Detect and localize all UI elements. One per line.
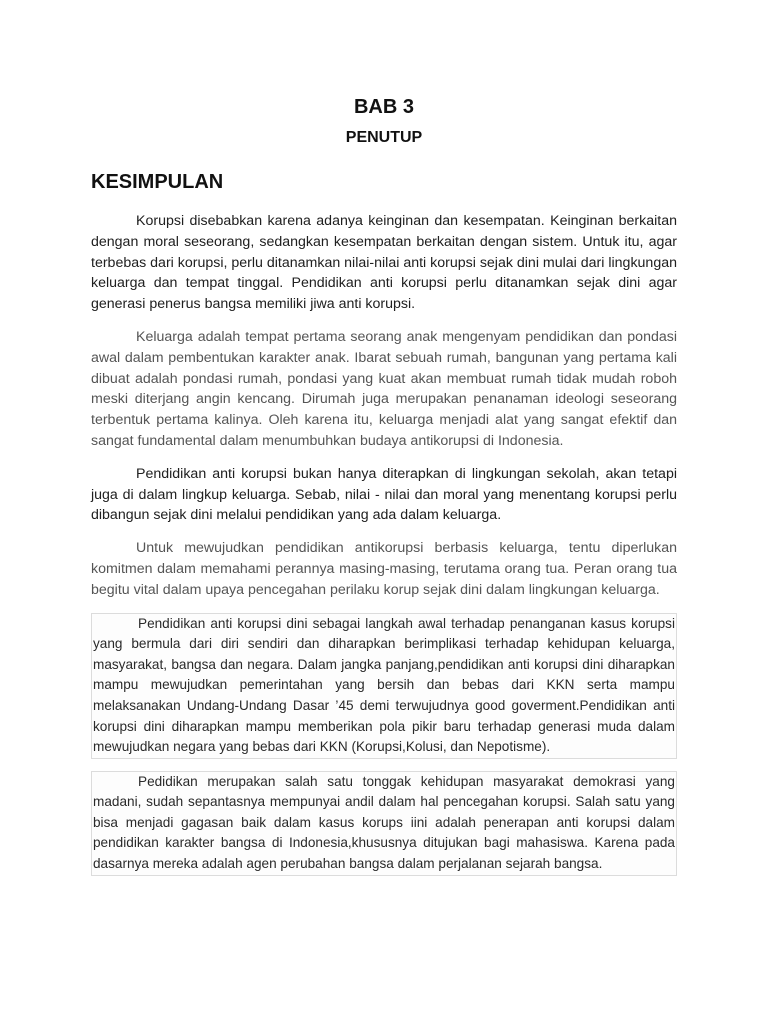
chapter-number: BAB 3	[353, 96, 414, 118]
paragraph-5: Pendidikan anti korupsi dini sebagai langkah awal terhadap penanganan kasus korupsi yang bermula dari diri sendiri dan diharapkan berimplikasi terhadap kehidupan keluarga, masyarakat, bangsa dan negara. Dalam jangka panjang,pendidikan anti korupsi dini diharapkan mampu mewujudkan pemerintahan yang bersih dan bebas dari KKN serta mampu melaksanakan Undang-Undang Dasar ’45 demi terwujudnya good goverment.Pendidikan anti korupsi dini diharapkan mampu memberikan pola pikir baru terhadap generasi muda dalam mewujudkan negara yang bebas dari KKN (Korupsi,Kolusi, dan Nepotisme).	[91, 613, 677, 759]
paragraph-1: Korupsi disebabkan karena adanya keinginan dan kesempatan. Keinginan berkaitan dengan moral seseorang, sedangkan kesempatan berkaitan dengan sistem. Untuk itu, agar terbebas dari korupsi, perlu ditanamkan nilai-nilai anti korupsi sejak dini mulai dari lingkungan keluarga dan tempat tinggal. Pendidikan anti korupsi perlu ditanamkan sejak dini agar generasi penerus bangsa memiliki jiwa anti korupsi.	[91, 213, 677, 313]
paragraph-3: Pendidikan anti korupsi bukan hanya diterapkan di lingkungan sekolah, akan tetapi juga di dalam lingkup keluarga. Sebab, nilai - nilai dan moral yang menentang korupsi perlu dibangun sejak dini melalui pendidikan yang ada dalam keluarga.	[91, 465, 677, 524]
paragraph-6: Pedidikan merupakan salah satu tonggak kehidupan masyarakat demokrasi yang madani, sudah sepantasnya mempunyai andil dalam hal pencegahan korupsi. Salah satu yang bisa menjadi gagasan baik dalam kasus korups iini adalah penerapan anti korupsi dalam pendidikan karakter bangsa di Indonesia,khususnya ditujukan bagi mahasiswa. Karena pada dasarnya mereka adalah agen perubahan bangsa dalam perjalanan sejarah bangsa.	[91, 771, 677, 876]
paragraph-2: Keluarga adalah tempat pertama seorang anak mengenyam pendidikan dan pondasi awal dalam pembentukan karakter anak. Ibarat sebuah rumah, bangunan yang pertama kali dibuat adalah pondasi rumah, pondasi yang kuat akan membuat rumah tidak mudah roboh meski diterjang angin kencang. Dirumah juga merupakan penanaman ideologi seseorang terbentuk pertama kalinya. Oleh karena itu, keluarga menjadi alat yang sangat efektif dan sangat fundamental dalam menumbuhkan budaya antikorupsi di Indonesia.	[91, 328, 677, 449]
document-page	[91, 92, 677, 876]
paragraph-4: Untuk mewujudkan pendidikan antikorupsi berbasis keluarga, tentu diperlukan komitmen dalam memahami perannya masing-masing, terutama orang tua. Peran orang tua begitu vital dalam upaya pencegahan perilaku korup sejak dini dalam lingkungan keluarga.	[91, 540, 677, 598]
chapter-title: PENUTUP	[345, 129, 423, 146]
section-heading: KESIMPULAN	[91, 171, 224, 193]
